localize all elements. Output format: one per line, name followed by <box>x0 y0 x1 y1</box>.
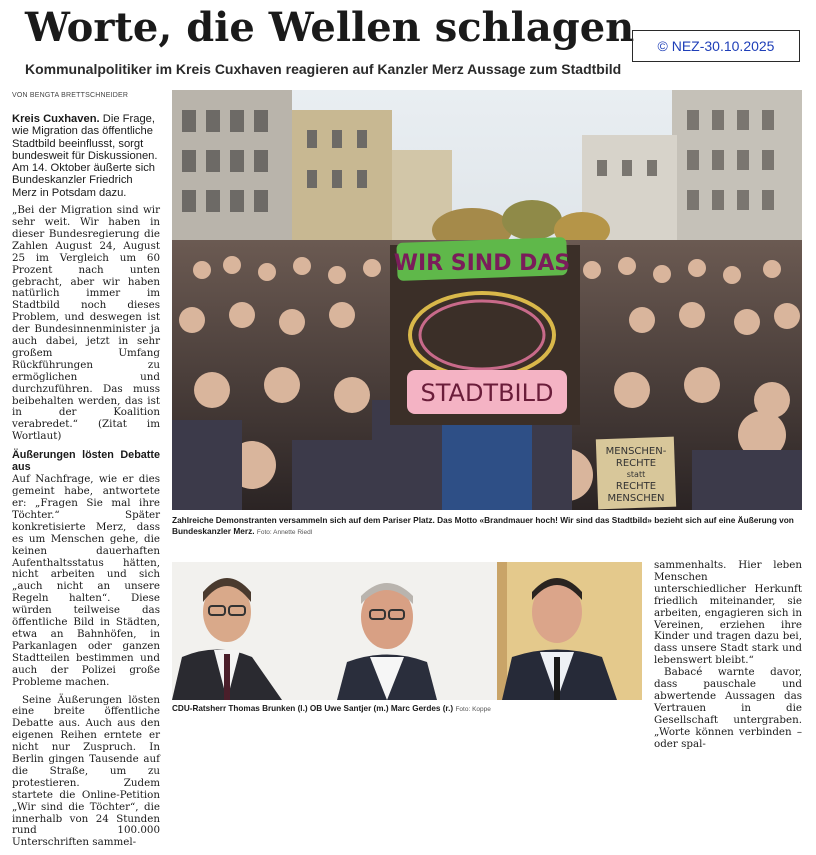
lead-text: Die Frage, wie Migration das öffentliche Stadtbild beeinflusst, sorgt bundesweit für Diskussionen. Am 14. Oktober äußerte sich Bundeskanzler Friedrich Merz in Potsdam dazu. <box>12 113 158 199</box>
small-sign-line: MENSCHEN <box>607 493 665 504</box>
small-sign-line: RECHTE <box>615 481 657 492</box>
copyright-stamp: © NEZ-30.10.2025 <box>632 30 800 62</box>
small-sign-line: RECHTE <box>615 458 657 469</box>
byline: VON BENGTA BRETTSCHNEIDER <box>12 92 129 99</box>
photo-credit: Foto: Koppe <box>455 706 491 713</box>
subheadline: Kommunalpolitiker im Kreis Cuxhaven reagieren auf Kanzler Merz Aussage zum Stadtbild <box>25 61 622 77</box>
body-paragraph: Seine Äußerungen lösten eine breite öffentliche Debatte aus. Auch aus den eigenen Reihen erntete er nicht nur Zuspruch. In Berlin gingen Tausende auf die Straße, um zu protestieren. Zudem startete die Online-Petition „Wir sind die Töchter“, die innerhalb von 24 Stunden rund 100.000 Unterschriften sammel- <box>12 693 160 849</box>
lead-paragraph <box>12 113 160 199</box>
article-column-right <box>654 560 802 751</box>
photo-caption-demonstration <box>172 515 802 538</box>
demonstration-photo <box>172 90 802 510</box>
quote-paragraph: „Bei der Migration sind wir sehr weit. Wir haben in dieser Bundesregierung die Zahlen August 24, August 25 im Vergleich um 60 Prozent nach unten gebracht, aber wir haben natürlich immer im Stadtbild noch dieses Problem, und deswegen ist der Bundesinnenminister ja auch dabei, jetzt in sehr großem Umfang Rückführungen zu ermöglichen und durchzuführen. Das muss beibehalten werden, das ist in der Koalition verabredet.“ (Zitat im Wortlaut) <box>12 204 160 443</box>
small-sign-line: statt <box>626 470 646 479</box>
body-paragraph: Babacé warnte davor, dass pauschale und abwertende Aussagen das Vertrauen in die Gesellschaft untergraben. „Worte können verbinden – oder spal- <box>654 666 802 750</box>
caption-text: Zahlreiche Demonstranten versammeln sich auf dem Pariser Platz. Das Motto «Brandmauer hoch! Wir sind das Stadtbild» bezieht sich auf eine Äußerung von Bundeskanzler Merz. <box>172 515 794 536</box>
photo-credit: Foto: Annette Riedl <box>256 529 313 536</box>
article-column-left <box>12 113 160 855</box>
body-paragraph: Auf Nachfrage, wie er dies gemeint habe, antwortete er: „Fragen Sie mal ihre Töchter.“ Später konkretisierte Merz, dass es um Menschen gehe, die keinen dauerhaften Aufenthaltsstatus hätten, nicht arbeiten und sich „auch nicht an unsere Regeln halten“. Diese würden teilweise das öffentliche Bild in Städten, etwa an Bahnhöfen, in Parkanlagen oder ganzen Stadtteilen bestimmen und auch der Polizei große Probleme machen. <box>12 473 160 688</box>
headline: Worte, die Wellen schlagen <box>25 4 635 51</box>
photo-caption-politicians <box>172 703 642 715</box>
sign-top-text: WIR SIND DAS <box>393 251 571 276</box>
sign-bottom-text: STADTBILD <box>420 379 554 407</box>
caption-text: CDU-Ratsherr Thomas Brunken (l.) OB Uwe Santjer (m.) Marc Gerdes (r.) <box>172 704 454 713</box>
politicians-photo <box>172 562 642 700</box>
article-subheading: Äußerungen lösten Debatte aus <box>12 449 160 474</box>
body-paragraph: sammenhalts. Hier leben Menschen unterschiedlicher Herkunft friedlich miteinander, sie arbeiten, engagieren sich in Vereinen, erziehen ihre Kinder und tragen dazu bei, dass unsere Stadt stark und lebenswert bleibt.“ <box>654 559 802 667</box>
lead-place: Kreis Cuxhaven. <box>12 113 100 125</box>
small-sign-line: MENSCHEN- <box>605 446 667 457</box>
